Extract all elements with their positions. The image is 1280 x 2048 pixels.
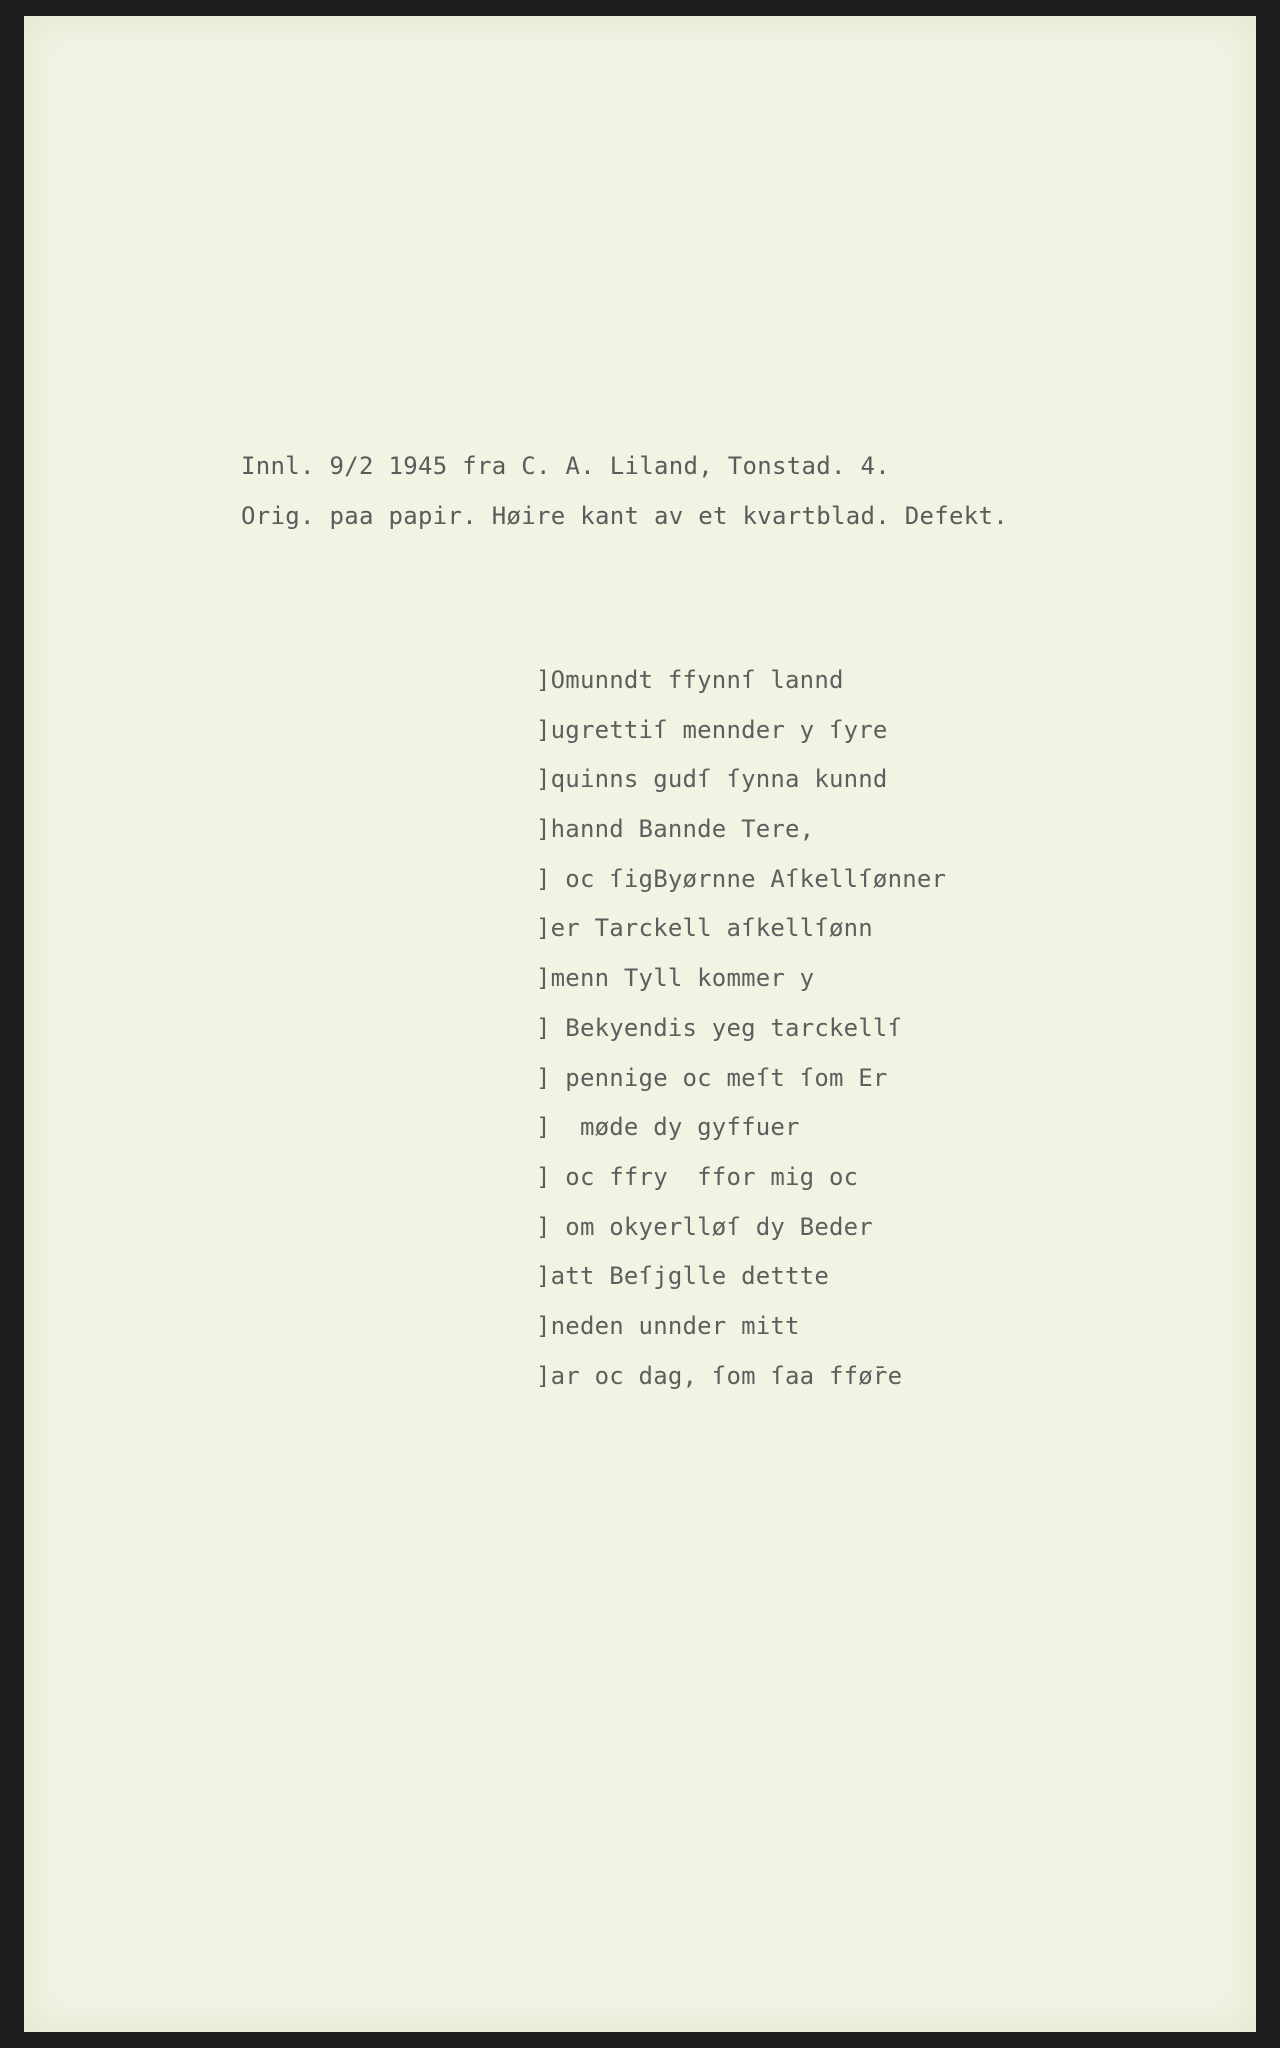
transcription-block (536, 656, 946, 1401)
transcription-line: ]ar oc dag, ſom ſaa ffør̄e (536, 1361, 903, 1390)
transcription-line: ]Omunndt ffynnſ lannd (536, 666, 844, 694)
transcription-line: ]hannd Bannde Tere, (536, 815, 815, 844)
transcription-line: ] pennige oc meſt ſom Er (536, 1063, 888, 1092)
header-line-2: Orig. paa papir. Høire kant av et kvartblad. Defekt. (241, 502, 1008, 530)
transcription-line: ]er Tarckell aſkellſønn (536, 914, 873, 943)
header-line-1: Innl. 9/2 1945 fra C. A. Liland, Tonstad. 4. (241, 452, 890, 480)
transcription-line: ]ugrettiſ mennder y ſyre (536, 715, 888, 744)
transcription-line: ] oc ſigByørnne Aſkellſønner (536, 864, 947, 893)
transcription-line: ]quinns gudſ ſynna kunnd (536, 765, 888, 794)
transcription-line: ] oc ffry ffor mig oc (536, 1162, 859, 1191)
transcription-line: ]att Beſjglle dettte (536, 1262, 829, 1291)
transcription-line: ] møde dy gyffuer (536, 1113, 800, 1142)
archive-header (241, 441, 1008, 541)
transcription-line: ]menn Tyll kommer y (536, 964, 815, 993)
transcription-line: ] Bekyendis yeg tarckellſ (536, 1013, 903, 1042)
transcription-line: ]neden unnder mitt (536, 1311, 800, 1340)
transcription-line: ] om okyerlløſ dy Beder (536, 1212, 873, 1241)
document-page (24, 16, 1256, 2032)
